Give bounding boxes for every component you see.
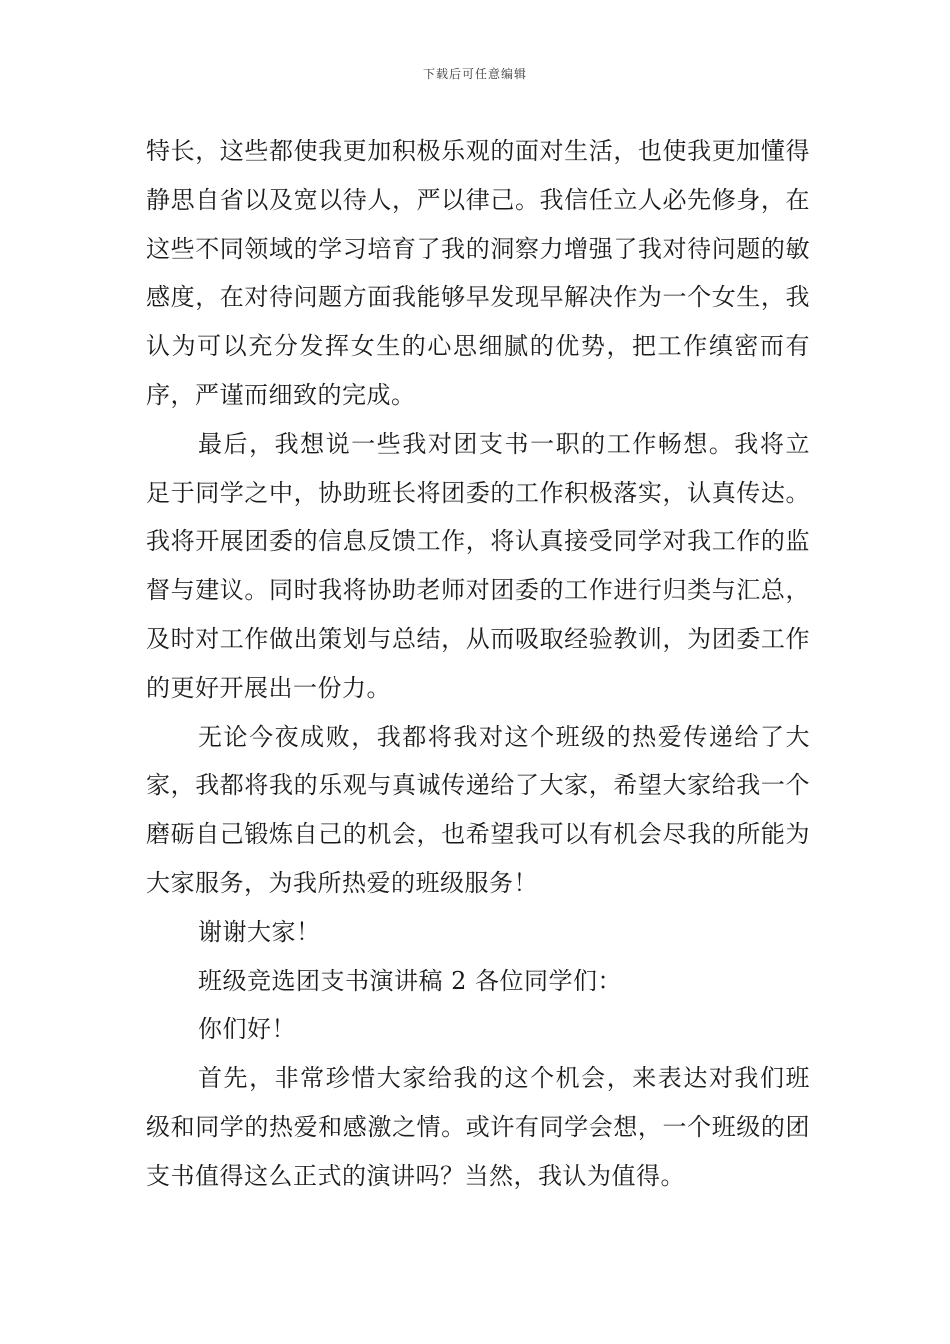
paragraph: 无论今夜成败，我都将我对这个班级的热爱传递给了大家，我都将我的乐观与真诚传递给了大家，希望大家给我一个磨砺自己锻炼自己的机会，也希望我可以有机会尽我的所能为大家服务，为我所热爱的班级服务！ <box>146 722 810 897</box>
paragraph: 首先，非常珍惜大家给我的这个机会，来表达对我们班级和同学的热爱和感激之情。或许有同学会想，一个班级的团支书值得这么正式的演讲吗？当然，我认为值得。 <box>146 1064 810 1190</box>
page-header: 下载后可任意编辑 <box>422 67 527 81</box>
document-body <box>146 127 810 1201</box>
greeting: 你们好！ <box>198 1015 296 1044</box>
section-title: 班级竞选团支书演讲稿 2 各位同学们： <box>198 966 623 995</box>
paragraph-closing: 谢谢大家！ <box>198 917 321 946</box>
paragraph: 最后，我想说一些我对团支书一职的工作畅想。我将立足于同学之中，协助班长将团委的工作积极落实，认真传达。我将开展团委的信息反馈工作，将认真接受同学对我工作的监督与建议。同时我将协助老师对团委的工作进行归类与汇总，及时对工作做出策划与总结，从而吸取经验教训，为团委工作的更好开展出一份力。 <box>146 429 810 702</box>
paragraph: 特长，这些都使我更加积极乐观的面对生活，也使我更加懂得静思自省以及宽以待人，严以律己。我信任立人必先修身，在这些不同领域的学习培育了我的洞察力增强了我对待问题的敏感度，在对待问题方面我能够早发现早解决作为一个女生，我认为可以充分发挥女生的心思细腻的优势，把工作缜密而有序，严谨而细致的完成。 <box>146 137 810 409</box>
